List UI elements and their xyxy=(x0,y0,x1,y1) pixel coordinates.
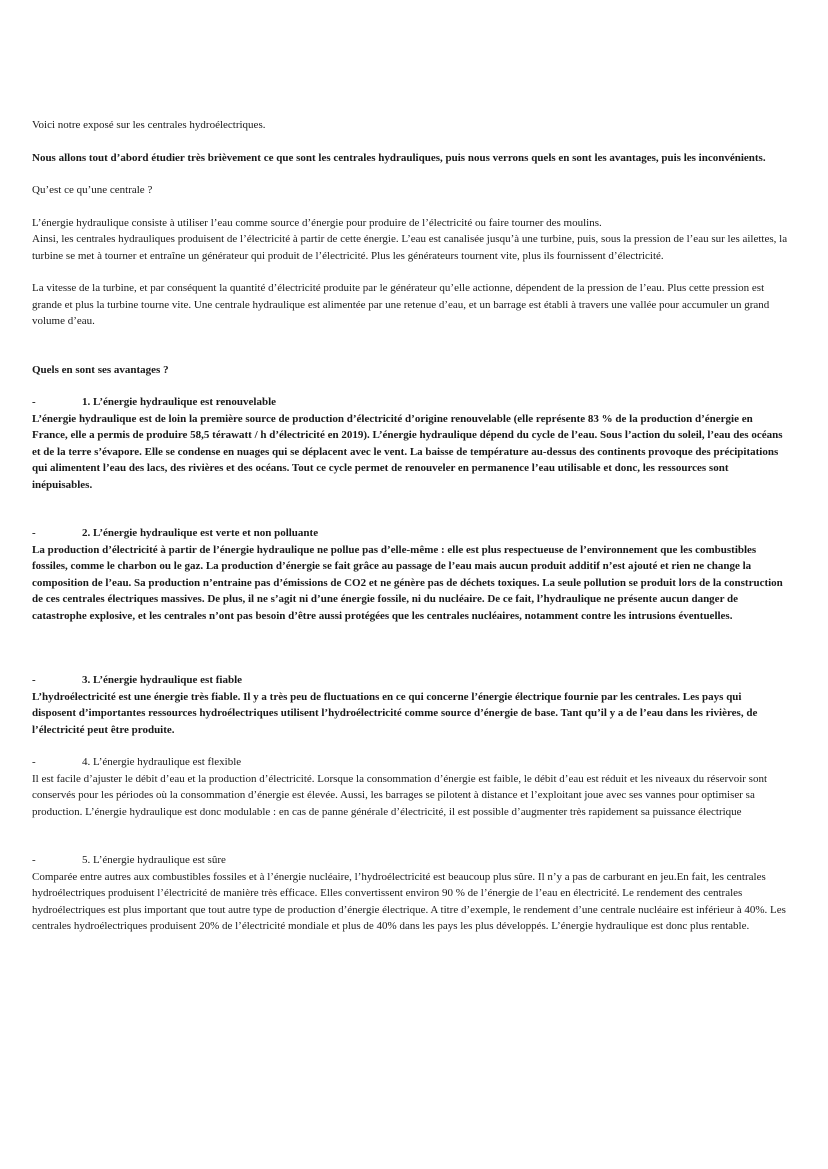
advantage-text-2: La production d’électricité à partir de l’énergie hydraulique ne pollue pas d’elle-même : elle est plus respectueuse de l’environnement que les combustibles fossiles, comme le charbon ou le gaz. La production d’énergie se fait grâce au passage de l’eau mais aucun produit additif n’est ajouté et rien ne change la composition de l’eau. Sa production n’entraine pas d’émissions de CO2 et ne génère pas de déchets toxiques. La seule pollution se produit lors de la construction de ces centrales électriques massives. De plus, il ne s’agit ni d’une énergie fossile, ni du nucléaire. De ce fait, l’hydraulique ne présente aucun danger de catastrophe explosive, et les centrales n’ont pas besoin d’être aussi protégées que les centrales nucléaires, notamment contre les intrusions éventuelles. xyxy=(32,543,783,622)
question-heading: Qu’est ce qu’une centrale ? xyxy=(32,184,153,196)
intro-paragraph: Voici notre exposé sur les centrales hydroélectriques. xyxy=(32,119,266,131)
list-dash: - xyxy=(32,527,36,539)
advantage-title-3 xyxy=(32,672,788,689)
definition-line-1: L’énergie hydraulique consiste à utiliser l’eau comme source d’énergie pour produire de l’électricité ou faire tourner des moulins. xyxy=(32,216,602,229)
plan-paragraph: Nous allons tout d’abord étudier très brièvement ce que sont les centrales hydrauliques, puis nous verrons quels en sont les avantages, puis les inconvénients. xyxy=(32,151,766,164)
list-dash: - xyxy=(32,396,36,408)
list-dash: - xyxy=(32,756,36,768)
document-page xyxy=(32,117,788,935)
advantage-text-5: Comparée entre autres aux combustibles fossiles et à l’énergie nucléaire, l’hydroélectricité est beaucoup plus sûre. Il n’y a pas de carburant en jeu.En fait, les centrales hydroélectriques produisent l’électricité de manière très efficace. Elles convertissent environ 90 % de l’énergie de l’eau en électricité. Le rendement des centrales hydroélectriques est plus important que tout autre type de production d’énergie électrique. A titre d’exemple, le rendement d’une centrale nucléaire est inférieur à 40%. Les centrales hydroélectriques produisent 20% de l’électricité mondiale et plus de 40% dans les pays les plus développés. L’énergie hydraulique est donc plus rentable. xyxy=(32,870,786,932)
advantage-text-4: Il est facile d’ajuster le débit d’eau et la production d’électricité. Lorsque la consommation d’énergie est faible, le débit d’eau est réduit et les niveaux du réservoir sont conservés pour les périodes où la consommation d’énergie est élevée. Aussi, les barrages se pilotent à distance et l’exploitant joue avec ses vannes pour optimiser sa production. L’énergie hydraulique est donc modulable : en cas de panne générale d’électricité, il est possible d’augmenter très rapidement sa puissance électrique xyxy=(32,772,767,818)
advantage-title-4 xyxy=(32,754,788,771)
advantage-title-5 xyxy=(32,852,788,869)
advantage-text-1: L’énergie hydraulique est de loin la première source de production d’électricité d’origine renouvelable (elle représente 83 % de la production d’énergie en France, elle a permis de produire 58,5 térawatt / h d’électricité en 2019). L’énergie hydraulique dépend du cycle de l’eau. Sous l’action du soleil, l’eau des océans et de la terre s’évapore. Elle se condense en nuages qui se déplacent avec le vent. La baisse de température au-dessus des continents provoque des précipitations qui alimentent l’eau des lacs, des rivières et des océans. Tout ce cycle permet de renouveler en permanence l’eau utilisable et donc, les ressources sont inépuisables. xyxy=(32,412,783,491)
advantage-title-2 xyxy=(32,525,788,542)
list-dash: - xyxy=(32,854,36,866)
advantage-title-text: 5. L’énergie hydraulique est sûre xyxy=(82,854,226,866)
advantage-title-text: 3. L’énergie hydraulique est fiable xyxy=(82,674,243,686)
advantages-heading: Quels en sont ses avantages ? xyxy=(32,363,169,376)
advantage-text-3: L’hydroélectricité est une énergie très fiable. Il y a très peu de fluctuations en ce qui concerne l’énergie électrique fournie par les centrales. Les pays qui disposent d’importantes ressources hydroélectriques utilisent l’hydroélectricité comme source d’énergie de base. Tant qu’il y a de l’eau dans les rivières, de l’électricité peut être produite. xyxy=(32,690,758,736)
definition-line-2: Ainsi, les centrales hydrauliques produisent de l’électricité à partir de cette énergie. L’eau est canalisée jusqu’à une turbine, puis, sous la pression de l’eau sur les ailettes, la turbine se met à tourner et entraîne un générateur qui produit de l’électricité. Plus les générateurs tournent vite, plus ils fournissent d’électricité. xyxy=(32,233,788,262)
advantage-title-text: 4. L’énergie hydraulique est flexible xyxy=(82,756,242,768)
advantage-title-text: 2. L’énergie hydraulique est verte et non polluante xyxy=(82,527,319,539)
definition-paragraph-2: La vitesse de la turbine, et par conséquent la quantité d’électricité produite par le générateur qu’elle actionne, dépendent de la pression de l’eau. Plus cette pression est grande et plus la turbine tourne vite. Une centrale hydraulique est alimentée par une retenue d’eau, et un barrage est établi à travers une vallée pour accumuler un grand volume d’eau. xyxy=(32,282,770,327)
advantage-title-text: 1. L’énergie hydraulique est renouvelable xyxy=(82,396,277,408)
list-dash: - xyxy=(32,674,36,686)
advantage-title-1 xyxy=(32,394,788,411)
